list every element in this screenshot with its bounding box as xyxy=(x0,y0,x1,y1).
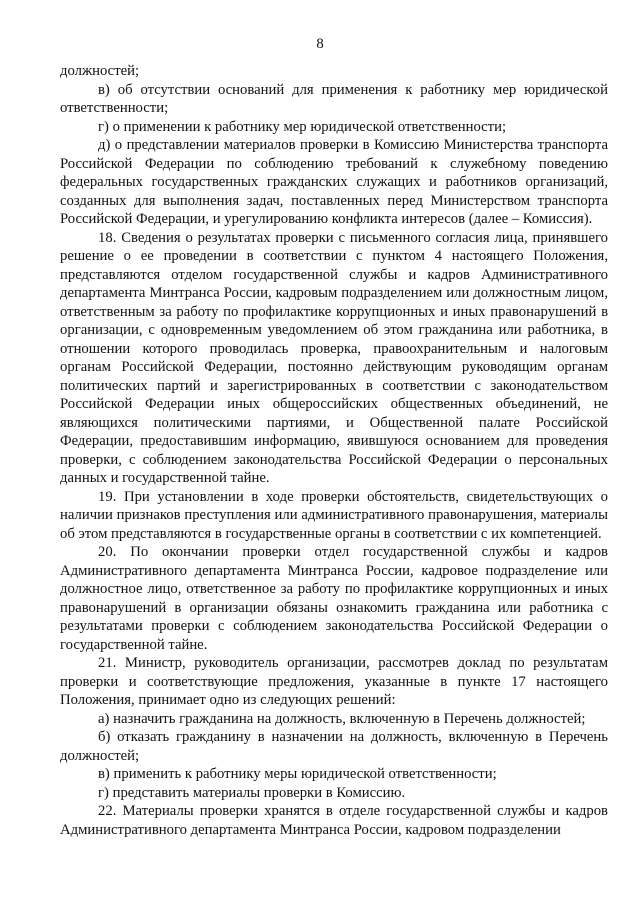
paragraph: б) отказать гражданину в назначении на должность, включенную в Перечень должностей; xyxy=(60,729,608,764)
paragraph: д) о представлении материалов проверки в Комиссию Министерства транспорта Российской Федерации по соблюдению требований к служебному поведению федеральных государственных гражданских служащих и работников организаций, созданных для выполнения задач, поставленных перед Министерством транспорта Российской Федерации, и урегулированию конфликта интересов (далее – Комиссия). xyxy=(60,137,608,227)
paragraph: 18. Сведения о результатах проверки с письменного согласия лица, принявшего решение о ее проведении в соответствии с пунктом 4 настоящего Положения, представляются отделом государственной службы и кадров Административного департамента Минтранса России, кадровым подразделением или должностным лицом, ответственным за работу по профилактике коррупционных и иных правонарушений в организации, с одновременным уведомлением об этом гражданина или работника, в отношении которого проводилась проверка, правоохранительным и налоговым органам Российской Федерации, постоянно действующим руководящим органам политических партий и зарегистрированных в соответствии с законодательством Российской Федерации иных общероссийских общественных объединений, не являющихся политическими партиями, и Общественной палате Российской Федерации, предоставившим информацию, явившуюся основанием для проведения проверки, с соблюдением законодательства Российской Федерации о персональных данных и государственной тайне. xyxy=(60,229,608,486)
paragraph: 21. Министр, руководитель организации, рассмотрев доклад по результатам проверки и соответствующие предложения, указанные в пункте 17 настоящего Положения, принимает одно из следующих решений: xyxy=(60,655,608,708)
paragraph: в) об отсутствии оснований для применения к работнику мер юридической ответственности; xyxy=(60,81,608,116)
paragraph: а) назначить гражданина на должность, включенную в Перечень должностей; xyxy=(98,710,586,727)
paragraph: 20. По окончании проверки отдел государственной службы и кадров Административного департамента Минтранса России, кадровое подразделение или должностное лицо, ответственное за работу по профилактике коррупционных и иных правонарушений в организации обязаны ознакомить гражданина или работника с результатами проверки с соблюдением законодательства Российской Федерации о государственной тайне. xyxy=(60,544,608,653)
paragraph: 22. Материалы проверки хранятся в отделе государственной службы и кадров Административного департамента Минтранса России, кадровом подразделении xyxy=(60,803,608,838)
paragraph: в) применить к работнику меры юридической ответственности; xyxy=(98,766,497,782)
paragraph: г) о применении к работнику мер юридической ответственности; xyxy=(98,118,507,135)
paragraph: 19. При установлении в ходе проверки обстоятельств, свидетельствующих о наличии признаков преступления или административного правонарушения, материалы об этом представляются в государственные органы в соответствии с их компетенцией. xyxy=(60,488,608,542)
document-body xyxy=(60,62,608,839)
page-number: 8 xyxy=(316,36,324,52)
paragraph: г) представить материалы проверки в Комиссию. xyxy=(98,784,406,801)
paragraph: должностей; xyxy=(60,63,140,79)
